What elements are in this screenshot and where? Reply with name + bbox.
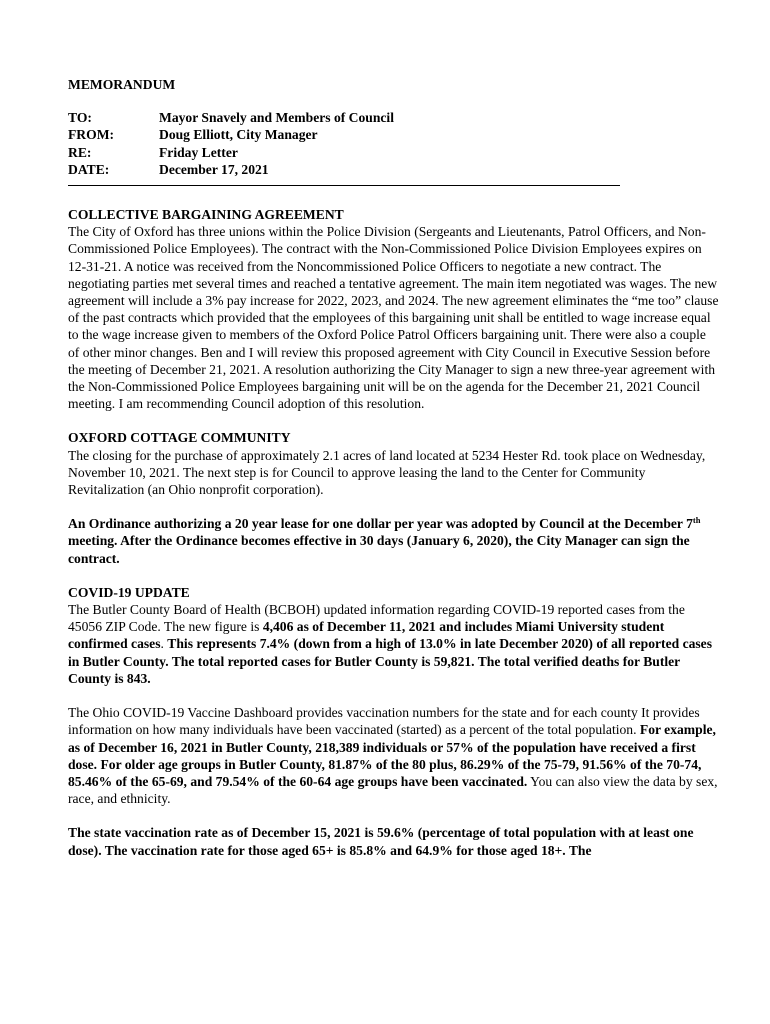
ordinance-ordinal-suffix: th — [692, 515, 701, 526]
covid-cases-figure: 4,406 as of December 11, 2021 and includes Miami University student confirmed cases — [68, 619, 665, 652]
memo-header-re — [68, 144, 720, 161]
vaccine-dashboard-section — [68, 704, 720, 807]
memo-title: MEMORANDUM — [68, 77, 176, 92]
covid-cases-intro: The Butler County Board of Health (BCBOH) updated information regarding COVID-19 reported cases from the 45056 ZIP Code. The new figure is — [68, 602, 685, 635]
memo-header-to — [68, 109, 720, 126]
ordinance-note — [68, 515, 720, 567]
ordinance-paragraph — [68, 515, 720, 567]
covid-cases-paragraph — [68, 601, 720, 687]
memo-header-date — [68, 161, 720, 178]
section-oxford-cottage — [68, 429, 720, 498]
state-vaccination-paragraph: The state vaccination rate as of December 15, 2021 is 59.6% (percentage of total population with at least one dose). The vaccination rate for those aged 65+ is 85.8% and 64.9% for those aged 18+. The — [68, 825, 694, 858]
section-body: The City of Oxford has three unions within the Police Division (Sergeants and Lieutenants, Patrol Officers, and Non-Commissioned Police Employees). The contract with the Non-Commissioned Police Division Employees expires on 12-31-21. A notice was received from the Noncommissioned Police Officers to negotiate a new contract. The negotiating parties met several times and reached a tentative agreement. The main item negotiated was wages. The new agreement will include a 3% pay increase for 2022, 2023, and 2024. The new agreement eliminates the “me too” clause of the past contracts which provided that the employees of this bargaining unit shall be entitled to wage increase equal to the wage increase given to members of the Oxford Police Patrol Officers bargaining unit. There were also a couple of other minor changes. Ben and I will review this proposed agreement with City Council in Executive Session before the meeting of December 21, 2021. A resolution authorizing the City Manager to sign a new three-year agreement with the Non-Commissioned Police Employees bargaining unit will be on the agenda for the December 21, 2021 Council meeting. I am recommending Council adoption of this resolution. — [68, 224, 719, 412]
section-heading: OXFORD COTTAGE COMMUNITY — [68, 430, 291, 446]
section-heading: COVID-19 UPDATE — [68, 584, 190, 600]
header-key-re: RE: — [68, 144, 92, 160]
memo-page — [68, 76, 720, 876]
header-key-date: DATE: — [68, 161, 110, 177]
memo-header — [68, 109, 720, 178]
vaccine-dashboard-paragraph — [68, 704, 720, 807]
vaccine-dashboard-outro: You can also view the data by sex, race, and ethnicity. — [68, 773, 718, 807]
header-value-date: December 17, 2021 — [159, 161, 269, 177]
section-body: The closing for the purchase of approximately 2.1 acres of land located at 5234 Hester Rd. took place on Wednesday, November 10, 2021. The next step is for Council to approve leasing the land to the Center for Community Revitalization (an Ohio nonprofit corporation). — [68, 447, 706, 498]
ordinance-text-end: meeting. After the Ordinance becomes effective in 30 days (January 6, 2020), the City Manager can sign the contract. — [68, 533, 690, 566]
header-key-from: FROM: — [68, 127, 115, 143]
section-heading: COLLECTIVE BARGAINING AGREEMENT — [68, 207, 344, 223]
vaccine-dashboard-stats: For example, as of December 16, 2021 in Butler County, 218,389 individuals or 57% of the population have received a first dose. For older age groups in Butler County, 81.87% of the 80 plus, 86.29% of the 75-79, 91.56% of the 70-74, 85.46% of the 65-69, and 79.54% of the 60-64 age groups have been vaccinated. — [68, 722, 716, 789]
vaccine-dashboard-intro: The Ohio COVID-19 Vaccine Dashboard provides vaccination numbers for the state and for each county It provides information on how many individuals have been vaccinated (started) as a percent of the total population. — [68, 705, 700, 738]
ordinance-text-start: An Ordinance authorizing a 20 year lease for one dollar per year was adopted by Council at the December 7 — [68, 516, 693, 532]
header-key-to: TO: — [68, 110, 92, 126]
covid-cases-totals: This represents 7.4% (down from a high of 13.0% in late December 2020) of all reported cases in Butler County. The total reported cases for Butler County is 59,821. The total verified deaths for Butler County is 843. — [68, 636, 713, 686]
header-value-re: Friday Letter — [159, 144, 238, 160]
state-vaccination-section — [68, 824, 720, 858]
section-covid-update — [68, 584, 720, 687]
header-value-from: Doug Elliott, City Manager — [159, 127, 318, 143]
header-value-to: Mayor Snavely and Members of Council — [159, 110, 394, 126]
covid-cases-separator: . — [160, 636, 168, 652]
header-divider — [68, 185, 620, 186]
memo-header-from — [68, 126, 720, 143]
section-collective-bargaining — [68, 206, 720, 412]
